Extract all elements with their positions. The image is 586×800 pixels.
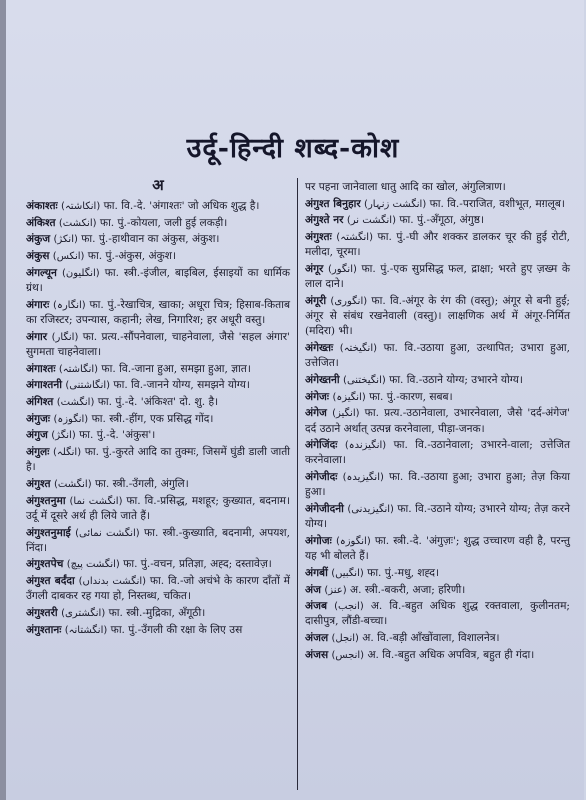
entry-urdu-spelling: (انکس) (52, 251, 85, 263)
entry-urdu-spelling: (انجب) (334, 601, 364, 613)
dictionary-entry (26, 216, 290, 231)
entry-urdu-spelling: (انگوری) (330, 295, 368, 307)
entry-definition: फा. प्रत्य.-सौंपनेवाला, चाहनेवाला, जैसे 'सहल अंगार' सुगमता चाहनेवाला। (26, 330, 290, 358)
entry-urdu-spelling: (انگشت) (53, 478, 92, 490)
entry-urdu-spelling: (انگشت بدنداں) (78, 576, 147, 588)
entry-definition: फा. पुं.-कोयला, जली हुई लकड़ी। (96, 216, 228, 229)
dictionary-entry (305, 470, 570, 500)
dictionary-entry (305, 373, 570, 388)
entry-urdu-spelling: (انگشت زنہار) (364, 198, 427, 210)
dictionary-entry (305, 631, 570, 646)
entry-definition: फा. पुं.-अँगूठा, अंगुष्ठ। (396, 214, 484, 227)
entry-definition: अ. वि.-बहुत अधिक अपवित्र, बहुत ही गंदा। (364, 648, 535, 661)
dictionary-entry (26, 266, 290, 296)
dictionary-entry (305, 213, 570, 228)
dictionary-entry (305, 262, 570, 292)
entry-definition: फा. पुं.-अंकुस, अंकुश। (84, 250, 176, 263)
entry-headword: अंगेजिंदः (305, 439, 338, 452)
dictionary-entry (26, 249, 290, 264)
entry-definition: फा. वि.-जो अचंभे के कारण दाँतों में उँगली दाबकर रह गया हो, निस्तब्ध, चकित। (26, 575, 290, 603)
right-column (305, 180, 570, 665)
entry-definition: फा. स्त्री.-इंजील, बाइबिल, ईसाइयों का धार्मिक ग्रंथ। (26, 266, 290, 295)
entry-urdu-spelling: (انگبیں) (331, 567, 364, 579)
left-column (26, 178, 290, 639)
entry-definition: फा. पुं.-वचन, प्रतिज्ञा, अह्द; दस्तावेज़। (119, 558, 272, 571)
dictionary-entry (26, 623, 290, 638)
dictionary-entry (26, 232, 290, 247)
entry-headword: अंजब (305, 600, 328, 613)
dictionary-entry (305, 230, 570, 260)
entry-headword: अंगुश्तरी (26, 607, 58, 620)
entry-headword: अंगुश्तानः (26, 623, 62, 636)
dictionary-entry (26, 477, 290, 492)
dictionary-entry (26, 526, 290, 556)
entry-urdu-spelling: (انگیزندہ) (344, 440, 387, 452)
entry-headword: अंकिश्त (26, 216, 56, 229)
entry-headword: अंगुलः (26, 446, 50, 459)
entry-urdu-spelling: (انجل) (331, 633, 359, 645)
dictionary-entry (26, 412, 290, 427)
entry-definition: फा. प्रत्य.-उठानेवाला, उभारनेवाला, जैसे 'दर्द-अंगेज' दर्द उठाने अर्थात् उत्पन्न करनेवाला, पीड़ा-जनक। (305, 407, 570, 435)
entry-definition: फा. वि.-उठाया हुआ; उभारा हुआ; तेज़ किया हुआ। (305, 471, 570, 499)
dictionary-entry (305, 599, 570, 629)
entry-headword: अंगुश्त बर्दंदा (26, 575, 75, 588)
dictionary-entry (26, 557, 290, 572)
entry-headword: अंकाश्तः (26, 200, 58, 212)
entry-urdu-spelling: (انگیختنی) (343, 374, 386, 386)
entry-definition: फा. वि.-उठाया हुआ, उत्थापित; उभारा हुआ, उत्तेजित। (305, 342, 570, 370)
entry-urdu-spelling: (انگاشتہ) (58, 363, 99, 375)
entry-definition: फा. वि.-दे. 'अंगाश्तः' जो अधिक शुद्ध है। (100, 200, 260, 212)
entry-headword: अंगुश्तनुमा (26, 494, 66, 507)
entry-definition: फा. स्त्री.-मुद्रिका, अँगूठी। (105, 607, 206, 620)
dictionary-entry (305, 406, 570, 436)
entry-definition: फा. वि.-प्रसिद्ध, मशहूर; कुख्यात, बदनाम। उर्दू में दूसरे अर्थ ही लिये जाते हैं। (26, 494, 290, 522)
column-divider (297, 178, 298, 790)
entry-headword: अंगाश्तनी (26, 379, 62, 392)
dictionary-entry (305, 648, 570, 663)
entry-definition: फा. पुं.-हाथीवान का अंकुस, अंकुश। (77, 233, 220, 246)
dictionary-entry (26, 445, 290, 475)
entry-headword: अंगेजीदनी (305, 503, 344, 516)
entry-urdu-spelling: (انگیزہ) (332, 391, 366, 403)
entry-definition: अ. स्त्री.-बकरी, अजा; हरिणी। (346, 583, 466, 596)
dictionary-entry (26, 494, 290, 524)
entry-definition: अ. वि.-बड़ी आँखोंवाला, विशालनेत्र। (358, 632, 500, 645)
dictionary-entry (26, 606, 290, 621)
entry-definition: फा. पुं.-मधु, शह्द। (363, 566, 439, 579)
dictionary-entry (26, 362, 290, 377)
entry-urdu-spelling: (انگوزہ) (335, 535, 371, 547)
entry-urdu-spelling: (انکشت) (58, 217, 97, 229)
entry-definition: फा. स्त्री.-उँगली, अंगुलि। (91, 477, 189, 490)
entry-definition: फा. वि.-जाना हुआ, समझा हुआ, ज्ञात। (98, 362, 251, 375)
entry-urdu-spelling: (انگشت نمائی) (75, 527, 140, 539)
entry-urdu-spelling: (انگلیون) (61, 267, 100, 279)
entry-definition: फा. वि.-उठानेवाला; उभारने-वाला; उत्तेजित करनेवाला। (305, 439, 570, 467)
dictionary-entry (26, 199, 290, 214)
entry-headword: अंजस (305, 648, 329, 661)
entry-headword: अंगेख्तः (305, 342, 334, 355)
dictionary-entry (305, 534, 570, 564)
entry-definition: फा. पुं.-दे. 'अंकिश्त' दो. शु. है। (94, 395, 219, 408)
entry-definition: अ. वि.-बहुत अधिक शुद्ध रक्तवाला, कुलीनतम; दासीपुत्र, लौंडी-बच्चा। (305, 600, 570, 628)
entry-urdu-spelling: (انجس) (331, 649, 365, 661)
right-entry-list (305, 180, 570, 663)
dictionary-entry (26, 378, 290, 393)
entry-urdu-spelling: (انگار) (51, 331, 79, 343)
entry-urdu-spelling: (انگشتانہ) (64, 624, 108, 636)
entry-urdu-spelling: (انگشتری) (61, 608, 106, 620)
dictionary-entry (305, 390, 570, 405)
dictionary-entry (305, 294, 570, 340)
entry-urdu-spelling: (انگارہ) (53, 299, 86, 311)
entry-definition: फा. पुं.-कारण, सबब। (365, 390, 453, 403)
entry-headword: अंगल्यून (26, 266, 57, 279)
entry-headword: अंगेख्तनी (305, 373, 340, 386)
entry-urdu-spelling: (انگشت) (56, 396, 95, 408)
entry-headword: अंज (305, 583, 321, 596)
entry-headword: अंगोजः (305, 534, 332, 547)
entry-headword: अंकुज (26, 233, 51, 246)
entry-urdu-spelling: (انگشت نما) (69, 495, 123, 507)
entry-headword: अंगुश्तः (305, 231, 332, 244)
entry-headword: अंगेजीदः (305, 471, 338, 484)
entry-definition: फा. स्त्री.-दे. 'अंगुज़ः'; शुद्ध उच्चारण वही है, परन्तु यह भी बोलते हैं। (305, 534, 570, 563)
entry-headword: अंगिश्त (26, 395, 54, 408)
entry-urdu-spelling: (انکاشتہ) (61, 201, 101, 212)
entry-urdu-spelling: (انگشت نر) (346, 215, 396, 227)
entry-urdu-spelling: (انگیزیدہ) (342, 472, 384, 484)
page-title: उर्दू-हिन्दी शब्द-कोश (186, 133, 400, 164)
dictionary-entry (26, 428, 290, 443)
dictionary-entry (26, 330, 290, 360)
dictionary-entry (305, 566, 570, 581)
entry-definition: पर पहना जानेवाला धातु आदि का खोल, अंगुलित्राण। (305, 181, 506, 193)
entry-urdu-spelling: (انگیزیدنی) (347, 504, 394, 516)
entry-urdu-spelling: (انگشتہ) (336, 232, 373, 244)
entry-definition: फा. स्त्री.-हींग, एक प्रसिद्ध गोंद। (88, 412, 214, 425)
section-letter: अ (152, 176, 164, 194)
entry-headword: अंगबीं (305, 566, 328, 579)
entry-headword: अंगुश्त (26, 477, 51, 490)
dictionary-entry (305, 502, 570, 532)
dictionary-entry (305, 341, 570, 371)
entry-definition: फा. पुं.-दे. 'अंकुस'। (75, 429, 156, 442)
entry-headword: अंगुश्तनुमाई (26, 526, 71, 539)
entry-definition: फा. वि.-जानने योग्य, समझने योग्य। (110, 379, 250, 392)
entry-headword: अंगेजः (305, 390, 330, 403)
entry-urdu-spelling: (انگلہ) (53, 447, 82, 459)
dictionary-entry (26, 395, 290, 410)
dictionary-entry (305, 197, 570, 212)
entry-definition: फा. पुं.-घी और शक्कर डालकर चूर की हुई रोटी, मलीदा, चूरमा। (305, 231, 571, 259)
entry-urdu-spelling: (انکژ) (53, 234, 78, 246)
dictionary-entry (26, 298, 290, 328)
dictionary-entry (305, 438, 570, 468)
entry-definition: फा. वि.-अंगूर के रंग की (वस्तु); अंगूर से बनी हुई; अंगूर से संबंध रखनेवाली (वस्तु)। लाक्षणिक अर्थ में अंगूर-निर्मित (मदिरा) भी। (305, 294, 570, 338)
entry-urdu-spelling: (انگور) (328, 264, 357, 276)
entry-urdu-spelling: (عنز) (324, 584, 347, 596)
entry-urdu-spelling: (انگوزہ) (53, 413, 89, 425)
entry-headword: अंगार (26, 330, 48, 343)
entry-headword: अंगुश्त बिनुहार (305, 197, 361, 210)
entry-urdu-spelling: (انگشت پیچ) (66, 559, 120, 571)
entry-headword: अंगुजः (26, 412, 51, 425)
entry-headword: अंकुस (26, 250, 50, 263)
entry-headword: अंगूर (305, 263, 324, 276)
dictionary-entry (305, 583, 570, 598)
entry-definition: फा. वि.-उठाने योग्य; उभारने योग्य; तेज़ करने योग्य। (305, 503, 570, 531)
entry-headword: अंगुश्तपेच (26, 558, 64, 571)
entry-urdu-spelling: (انگیز) (332, 408, 360, 420)
left-entry-list (26, 199, 290, 638)
entry-headword: अंगारः (26, 298, 50, 311)
entry-definition: फा. वि.-पराजित, वशीभूत, मग़लूब। (426, 197, 565, 210)
entry-definition: फा. स्त्री.-कुख्याति, बदनामी, अपयश, निंदा। (26, 526, 291, 554)
dictionary-entry (26, 574, 290, 604)
entry-headword: अंगूरी (305, 294, 327, 307)
entry-definition: फा. पुं.-कुरते आदि का तुक्मः, जिसमें घुंडी डाली जाती है। (26, 446, 290, 474)
entry-urdu-spelling: (انگاشتنی) (65, 380, 111, 392)
entry-headword: अंगुश्ते नर (305, 214, 344, 227)
entry-headword: अंगाश्तः (26, 362, 56, 375)
entry-headword: अंजल (305, 632, 329, 645)
entry-urdu-spelling: (انگیختہ) (339, 343, 378, 355)
dictionary-entry (305, 180, 570, 195)
entry-urdu-spelling: (انگژ) (51, 430, 76, 442)
entry-definition: फा. वि.-उठाने योग्य; उभारने योग्य। (385, 373, 523, 386)
entry-definition: फा. पुं.-उँगली की रक्षा के लिए उस (107, 623, 243, 636)
entry-headword: अंगेज (305, 407, 327, 420)
entry-headword: अंगुज (26, 429, 48, 442)
entry-definition: फा. पुं.-रेखाचित्र, खाका; अधूरा चित्र; हिसाब-किताब का रजिस्टर; उपन्यास, कहानी; लेख, निगारिश; हर अधूरी वस्तु। (26, 298, 290, 326)
entry-definition: फा. पुं.-एक सुप्रसिद्ध फल, द्राक्षा; भरते हुए ज़ख्म के लाल दाने। (305, 263, 570, 291)
